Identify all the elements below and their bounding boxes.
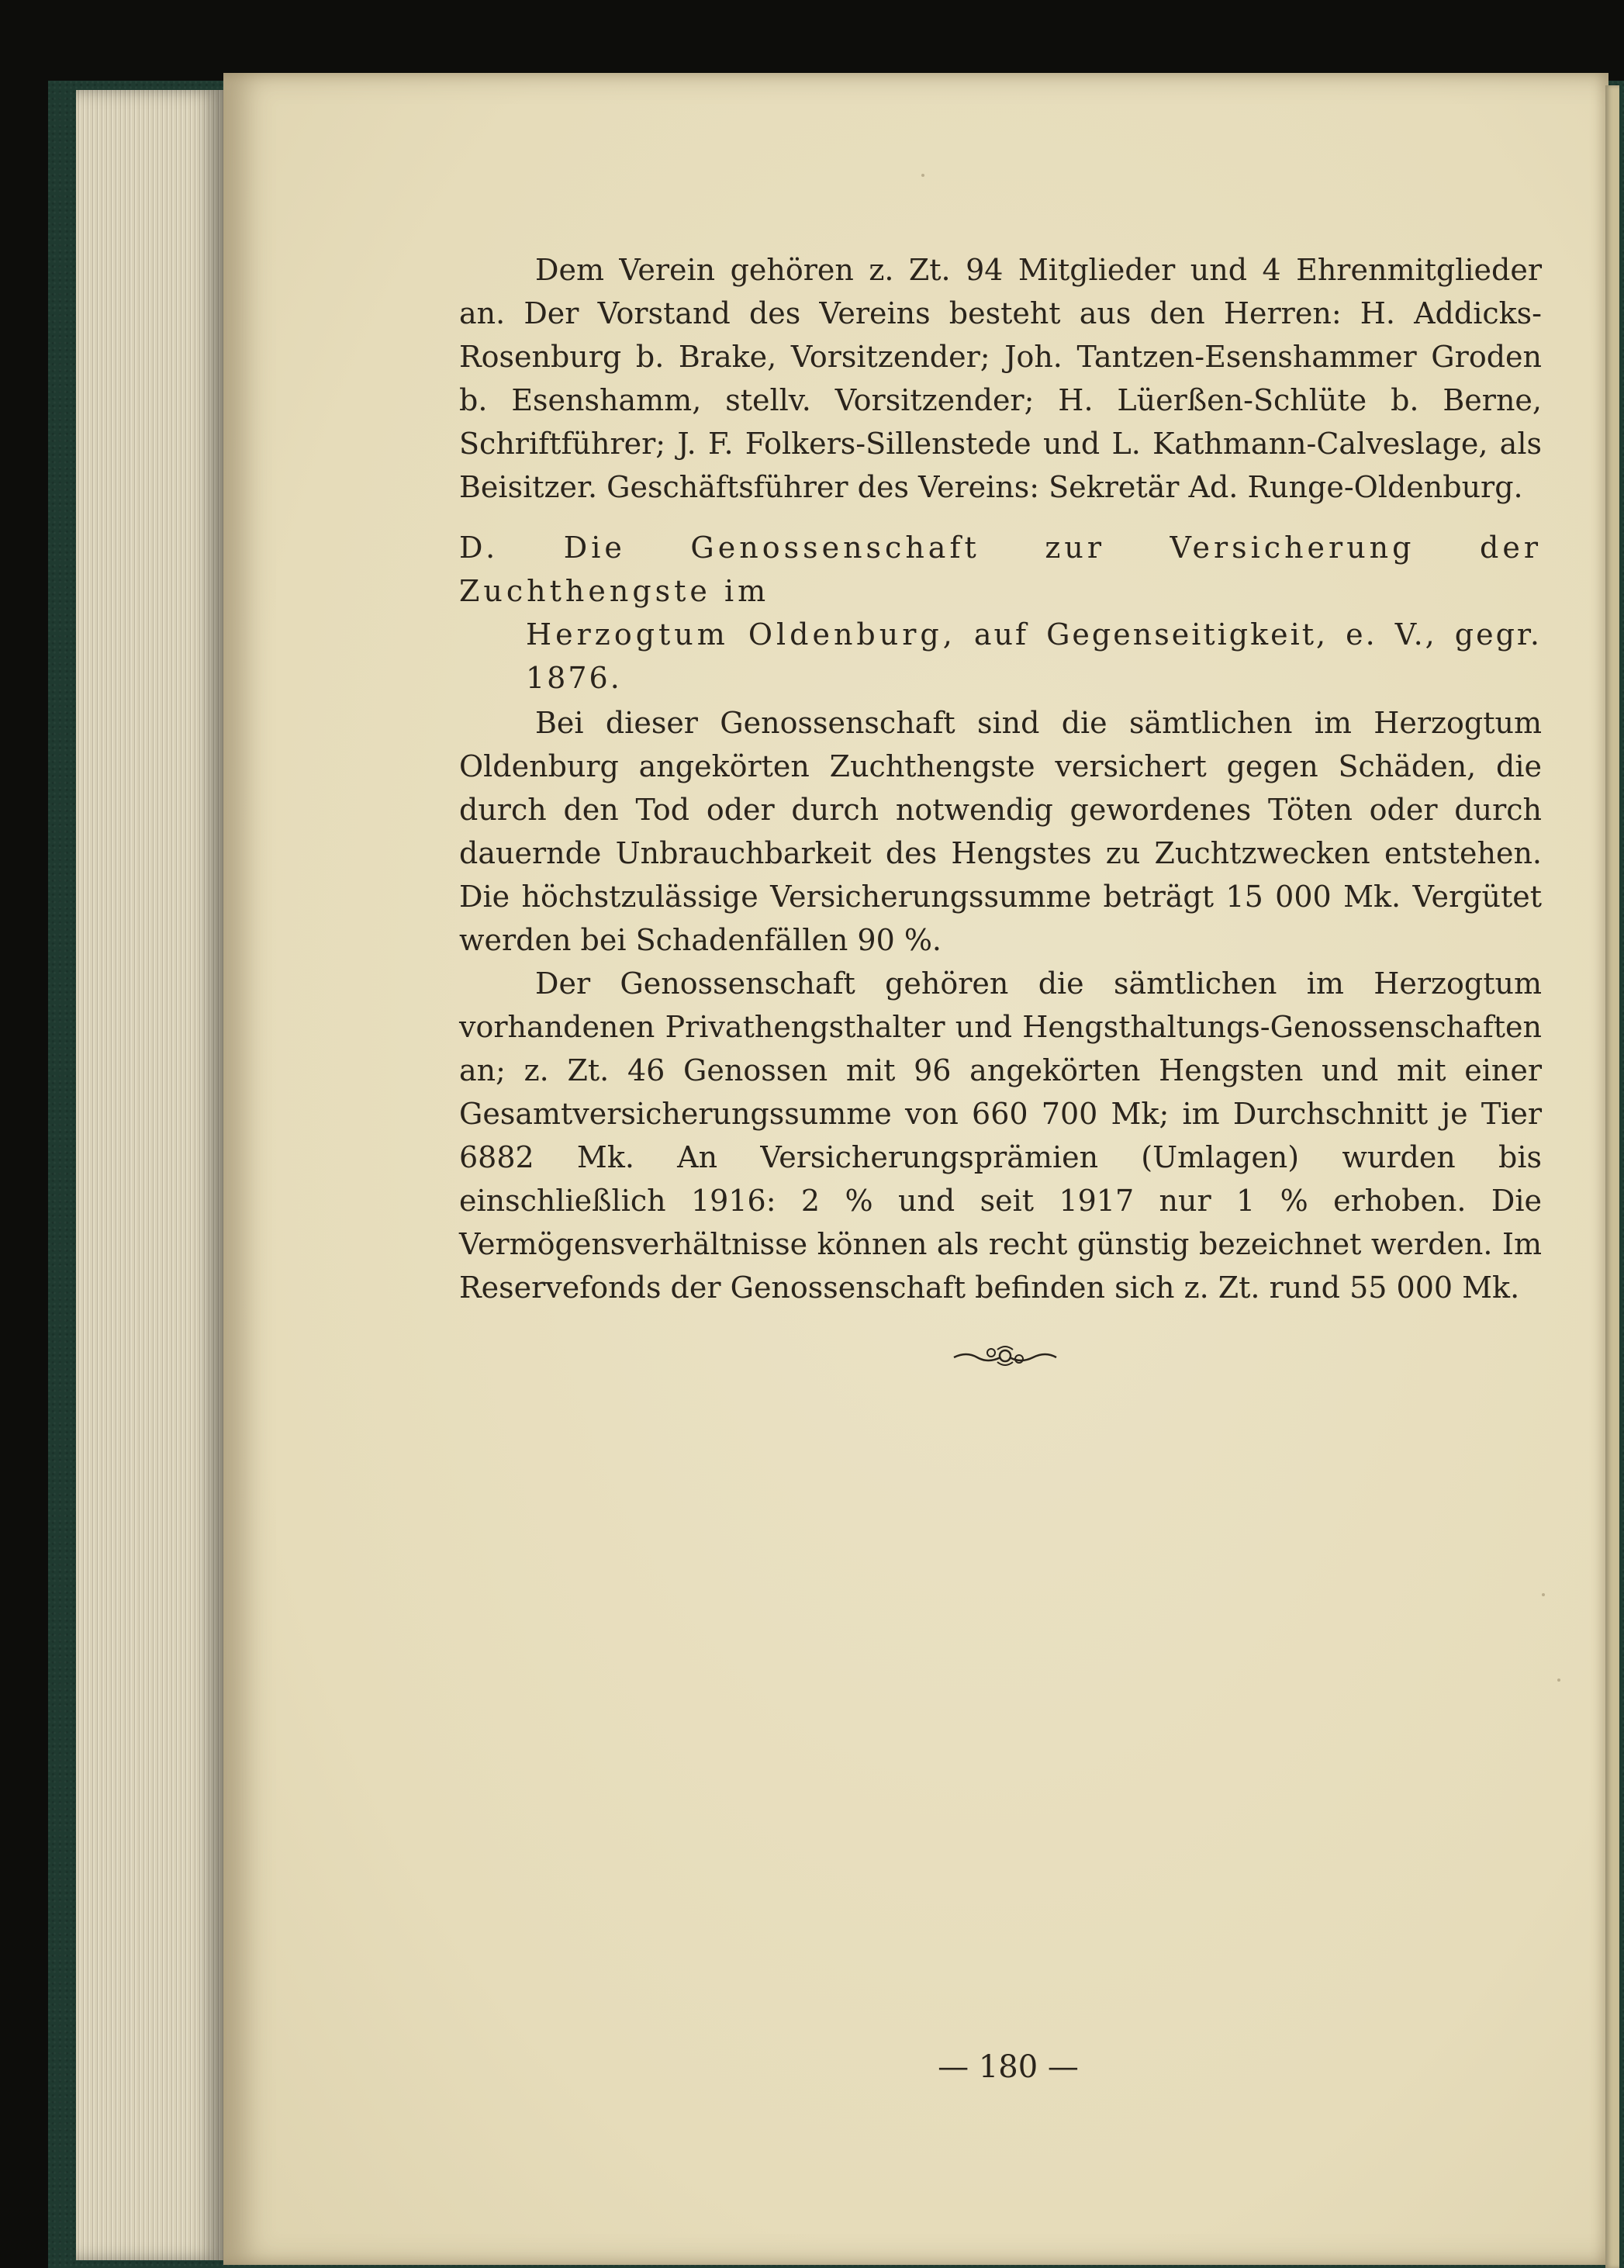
page-text <box>459 248 1542 1309</box>
section-title-region: Herzogtum Oldenburg, <box>526 617 956 652</box>
vignette-ornament-icon <box>951 1342 1059 1370</box>
section-title-rest: auf Gegenseitigkeit, e. V., gegr. 1876. <box>526 617 1542 695</box>
right-page-edge <box>1605 85 1619 2268</box>
section-label: D. <box>459 531 499 565</box>
paper-speck <box>1542 1593 1545 1596</box>
paragraph-members: Dem Verein gehören z. Zt. 94 Mitglieder und 4 Ehrenmitglieder an. Der Vorstand des Vereins besteht aus den Herren: H. Addicks-Rosenburg b. Brake, Vorsitzender; Joh. Tantzen-Esenshammer Groden b. Esenshamm, stellv. Vorsitzender; H. Lüerßen-Schlüte b. Berne, Schriftführer; J. F. Folkers-Sillenstede und L. Kathmann-Calveslage, als Beisitzer. Geschäftsführer des Vereins: Sekretär Ad. Runge-Oldenburg. <box>459 253 1542 504</box>
paper-speck <box>1557 1679 1560 1682</box>
section-title-line1 <box>459 526 1542 613</box>
section-title-line2 <box>459 613 1542 700</box>
section-title-text: Die Genossenschaft zur Versicherung der Zuchthengste im <box>459 531 1542 608</box>
paper-speck <box>921 174 924 177</box>
paragraph-membership: Der Genossenschaft gehören die sämtlichen im Herzogtum vorhandenen Privathengsthalter und Hengsthaltungs-Genossenschaften an; z. Zt. 46 Genossen mit 96 angekörten Hengsten und mit einer Gesamtversicherungssumme von 660 700 Mk; im Durchschnitt je Tier 6882 Mk. An Versicherungsprämien (Umlagen) wurden bis einschließlich 1916: 2 % und seit 1917 nur 1 % erhoben. Die Vermögensverhältnisse können als recht günstig bezeichnet werden. Im Reservefonds der Genossenschaft befinden sich z. Zt. rund 55 000 Mk. <box>459 966 1542 1305</box>
page-edges <box>76 90 223 2260</box>
section-d-heading <box>459 526 1542 700</box>
page-number: — 180 — <box>938 2049 1079 2085</box>
paragraph-insurance: Bei dieser Genossenschaft sind die sämtlichen im Herzogtum Oldenburg angekörten Zuchthengste versichert gegen Schäden, die durch den Tod oder durch notwendig gewordenes Töten oder durch dauernde Unbrauchbarkeit des Hengstes zu Zuchtzwecken entstehen. Die höchstzulässige Versicherungssumme beträgt 15 000 Mk. Vergütet werden bei Schadenfällen 90 %. <box>459 706 1542 957</box>
